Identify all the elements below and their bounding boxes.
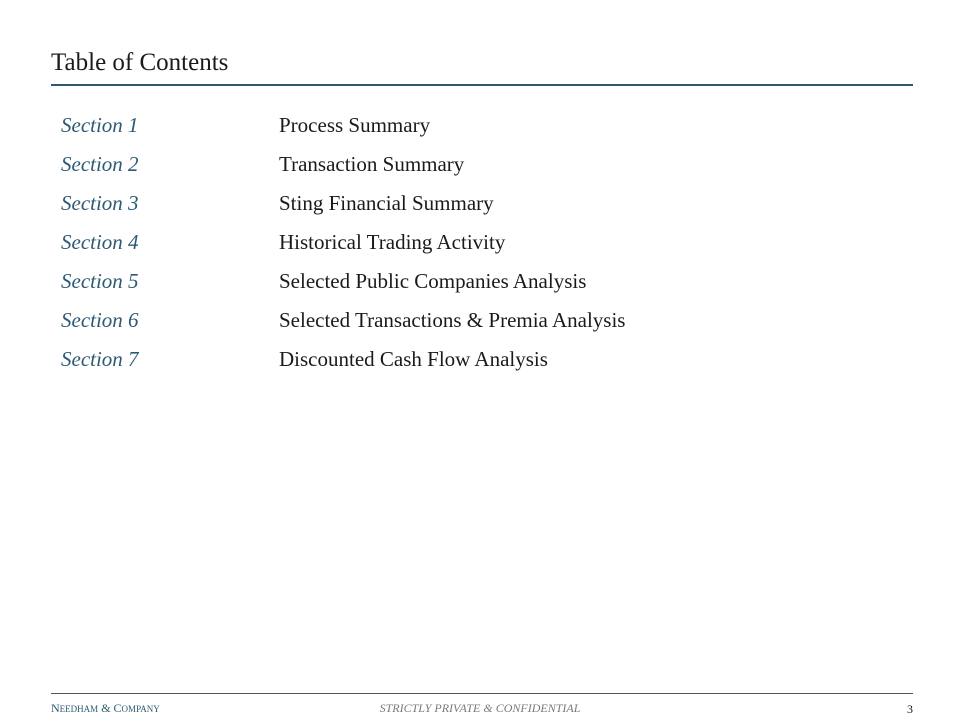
toc-item[interactable]	[61, 186, 901, 225]
table-of-contents	[61, 108, 901, 381]
toc-section-title: Selected Public Companies Analysis	[279, 269, 587, 293]
toc-section-number: Section 6	[61, 308, 139, 332]
toc-item[interactable]	[61, 264, 901, 303]
toc-section-number: Section 3	[61, 191, 139, 215]
toc-item[interactable]	[61, 108, 901, 147]
toc-section-title: Historical Trading Activity	[279, 230, 506, 254]
title-divider	[51, 84, 913, 86]
toc-section-number: Section 7	[61, 347, 139, 371]
footer-confidential-notice: STRICTLY PRIVATE & CONFIDENTIAL	[379, 701, 581, 715]
toc-section-title: Transaction Summary	[279, 152, 465, 176]
toc-item[interactable]	[61, 147, 901, 186]
toc-item[interactable]	[61, 225, 901, 264]
toc-section-title: Selected Transactions & Premia Analysis	[279, 308, 626, 332]
toc-section-number: Section 1	[61, 113, 139, 137]
page-number: 3	[907, 702, 913, 716]
page-title: Table of Contents	[51, 49, 229, 76]
toc-item[interactable]	[61, 342, 901, 381]
toc-section-title: Sting Financial Summary	[279, 191, 494, 215]
toc-section-number: Section 2	[61, 152, 139, 176]
toc-section-title: Discounted Cash Flow Analysis	[279, 347, 548, 371]
footer-company-name: NEEDHAM & COMPANY	[51, 701, 160, 715]
toc-section-number: Section 4	[61, 230, 139, 254]
toc-section-number: Section 5	[61, 269, 139, 293]
toc-section-title: Process Summary	[279, 113, 431, 137]
toc-item[interactable]	[61, 303, 901, 342]
footer-divider	[51, 693, 913, 694]
